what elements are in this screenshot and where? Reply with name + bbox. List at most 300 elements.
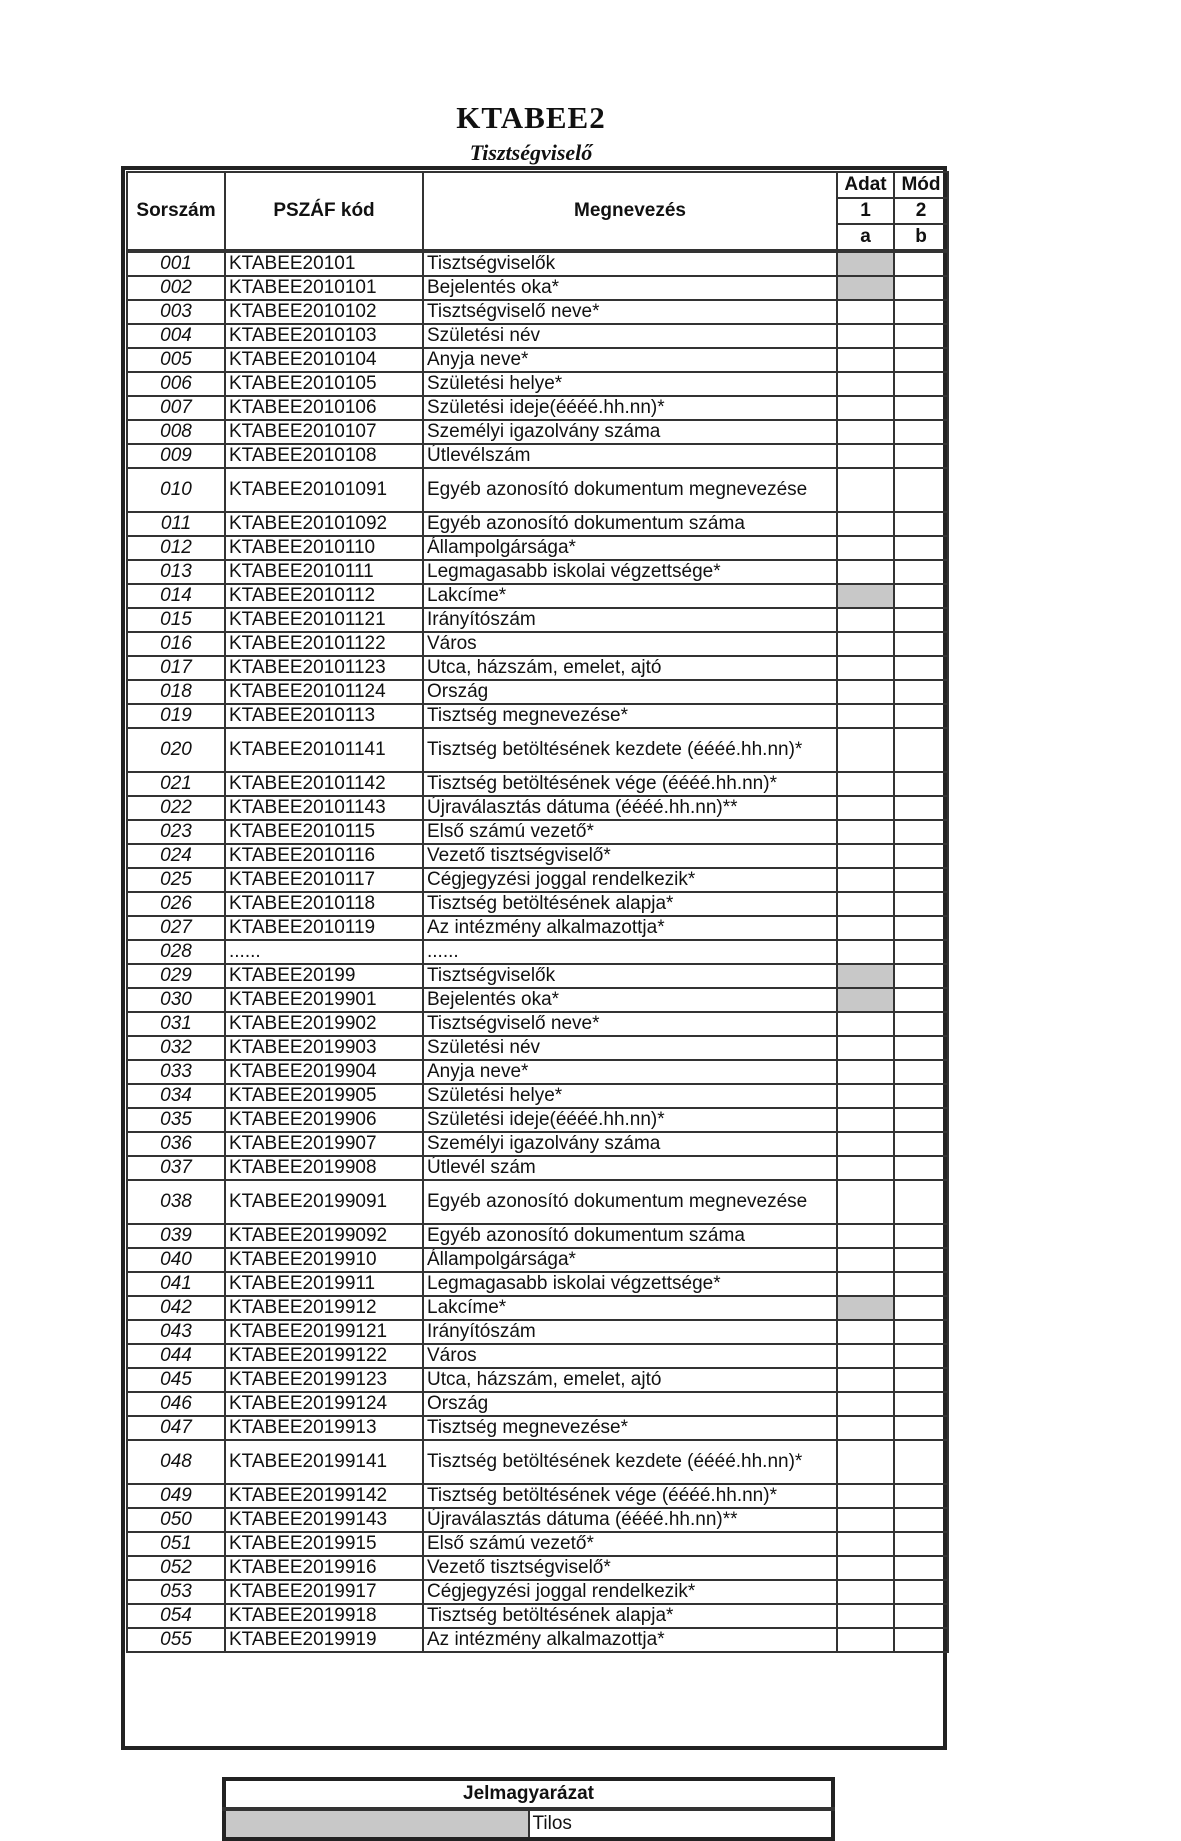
row-megnevezes: Tisztségviselők — [423, 251, 837, 276]
row-pszaf-kod: KTABEE2010118 — [225, 892, 423, 916]
table-row — [127, 536, 948, 560]
row-megnevezes: Bejelentés oka* — [423, 988, 837, 1012]
row-adat-cell — [837, 844, 894, 868]
row-sorszam: 042 — [127, 1296, 225, 1320]
table-row — [127, 1604, 948, 1628]
row-sorszam: 007 — [127, 396, 225, 420]
row-mod-cell — [894, 1368, 948, 1392]
row-mod-cell — [894, 892, 948, 916]
row-adat-cell — [837, 1248, 894, 1272]
table-row — [127, 1224, 948, 1248]
table-row — [127, 988, 948, 1012]
row-sorszam: 039 — [127, 1224, 225, 1248]
row-pszaf-kod: KTABEE20101122 — [225, 632, 423, 656]
row-adat-cell — [837, 536, 894, 560]
row-pszaf-kod: KTABEE2019903 — [225, 1036, 423, 1060]
row-mod-cell — [894, 396, 948, 420]
row-pszaf-kod: KTABEE2019907 — [225, 1132, 423, 1156]
row-pszaf-kod: KTABEE2010101 — [225, 276, 423, 300]
table-row — [127, 796, 948, 820]
row-mod-cell — [894, 1628, 948, 1652]
table-row — [127, 1416, 948, 1440]
row-megnevezes: Lakcíme* — [423, 1296, 837, 1320]
row-pszaf-kod: KTABEE2019916 — [225, 1556, 423, 1580]
row-adat-cell — [837, 512, 894, 536]
table-row — [127, 444, 948, 468]
row-adat-cell — [837, 372, 894, 396]
row-megnevezes: Utca, házszám, emelet, ajtó — [423, 656, 837, 680]
row-mod-cell — [894, 1532, 948, 1556]
row-sorszam: 028 — [127, 940, 225, 964]
row-pszaf-kod: KTABEE20101121 — [225, 608, 423, 632]
row-pszaf-kod: KTABEE2010103 — [225, 324, 423, 348]
row-pszaf-kod: KTABEE2019919 — [225, 1628, 423, 1652]
row-adat-cell — [837, 796, 894, 820]
row-megnevezes: Utca, házszám, emelet, ajtó — [423, 1368, 837, 1392]
table-row — [127, 1344, 948, 1368]
row-pszaf-kod: KTABEE20101 — [225, 251, 423, 276]
row-megnevezes: Első számú vezető* — [423, 820, 837, 844]
row-adat-cell — [837, 420, 894, 444]
row-adat-cell — [837, 1296, 894, 1320]
legend-swatch — [224, 1809, 529, 1839]
row-sorszam: 023 — [127, 820, 225, 844]
row-megnevezes: Egyéb azonosító dokumentum száma — [423, 1224, 837, 1248]
row-adat-cell — [837, 1392, 894, 1416]
row-mod-cell — [894, 680, 948, 704]
row-sorszam: 008 — [127, 420, 225, 444]
row-megnevezes: Az intézmény alkalmazottja* — [423, 916, 837, 940]
row-sorszam: 024 — [127, 844, 225, 868]
row-sorszam: 048 — [127, 1440, 225, 1484]
row-sorszam: 018 — [127, 680, 225, 704]
table-row — [127, 1108, 948, 1132]
row-megnevezes: Anyja neve* — [423, 1060, 837, 1084]
row-megnevezes: Egyéb azonosító dokumentum megnevezése — [423, 468, 837, 512]
row-adat-cell — [837, 1060, 894, 1084]
row-megnevezes: Ország — [423, 1392, 837, 1416]
row-mod-cell — [894, 632, 948, 656]
legend-item-label: Tilos — [529, 1809, 834, 1839]
table-row — [127, 632, 948, 656]
row-megnevezes: Születési helye* — [423, 372, 837, 396]
row-mod-cell — [894, 1132, 948, 1156]
row-megnevezes: Tisztség betöltésének alapja* — [423, 892, 837, 916]
row-pszaf-kod: KTABEE20101143 — [225, 796, 423, 820]
row-megnevezes: Személyi igazolvány száma — [423, 420, 837, 444]
row-mod-cell — [894, 772, 948, 796]
row-adat-cell — [837, 1156, 894, 1180]
row-adat-cell — [837, 868, 894, 892]
row-megnevezes: Vezető tisztségviselő* — [423, 844, 837, 868]
row-pszaf-kod: KTABEE20101091 — [225, 468, 423, 512]
table-row — [127, 251, 948, 276]
row-mod-cell — [894, 1296, 948, 1320]
row-mod-cell — [894, 536, 948, 560]
row-megnevezes: Irányítószám — [423, 1320, 837, 1344]
row-adat-cell — [837, 1484, 894, 1508]
row-megnevezes: Anyja neve* — [423, 348, 837, 372]
row-sorszam: 002 — [127, 276, 225, 300]
page-subtitle: Tisztségviselő — [469, 140, 593, 165]
row-pszaf-kod: KTABEE20199121 — [225, 1320, 423, 1344]
row-sorszam: 014 — [127, 584, 225, 608]
row-megnevezes: Tisztség megnevezése* — [423, 704, 837, 728]
header-sorszam: Sorszám — [127, 172, 225, 251]
row-mod-cell — [894, 1012, 948, 1036]
row-mod-cell — [894, 1344, 948, 1368]
row-pszaf-kod: ...... — [225, 940, 423, 964]
table-row — [127, 1180, 948, 1224]
table-row — [127, 772, 948, 796]
row-pszaf-kod: KTABEE2019905 — [225, 1084, 423, 1108]
row-adat-cell — [837, 1368, 894, 1392]
header-mod-letter: b — [894, 224, 948, 251]
row-sorszam: 044 — [127, 1344, 225, 1368]
row-mod-cell — [894, 728, 948, 772]
row-mod-cell — [894, 796, 948, 820]
row-megnevezes: Tisztség betöltésének alapja* — [423, 1604, 837, 1628]
row-mod-cell — [894, 560, 948, 584]
row-megnevezes: Cégjegyzési joggal rendelkezik* — [423, 1580, 837, 1604]
row-megnevezes: Az intézmény alkalmazottja* — [423, 1628, 837, 1652]
data-table — [126, 171, 949, 1653]
row-sorszam: 050 — [127, 1508, 225, 1532]
table-row — [127, 1132, 948, 1156]
row-pszaf-kod: KTABEE20199091 — [225, 1180, 423, 1224]
table-row — [127, 1368, 948, 1392]
table-row — [127, 396, 948, 420]
row-megnevezes: Első számú vezető* — [423, 1532, 837, 1556]
row-adat-cell — [837, 1604, 894, 1628]
row-adat-cell — [837, 1416, 894, 1440]
header-mod: Mód — [894, 172, 948, 198]
row-adat-cell — [837, 1320, 894, 1344]
row-sorszam: 029 — [127, 964, 225, 988]
header-megnevezes: Megnevezés — [423, 172, 837, 251]
row-pszaf-kod: KTABEE2019904 — [225, 1060, 423, 1084]
row-adat-cell — [837, 1628, 894, 1652]
row-adat-cell — [837, 1012, 894, 1036]
table-row — [127, 868, 948, 892]
row-megnevezes: Egyéb azonosító dokumentum megnevezése — [423, 1180, 837, 1224]
row-sorszam: 030 — [127, 988, 225, 1012]
row-adat-cell — [837, 348, 894, 372]
table-row — [127, 372, 948, 396]
row-sorszam: 054 — [127, 1604, 225, 1628]
row-megnevezes: Ország — [423, 680, 837, 704]
row-megnevezes: Állampolgársága* — [423, 536, 837, 560]
table-row — [127, 1556, 948, 1580]
row-adat-cell — [837, 820, 894, 844]
table-row — [127, 1440, 948, 1484]
table-row — [127, 1508, 948, 1532]
row-adat-cell — [837, 300, 894, 324]
row-adat-cell — [837, 324, 894, 348]
row-adat-cell — [837, 916, 894, 940]
row-mod-cell — [894, 1036, 948, 1060]
table-row — [127, 680, 948, 704]
row-megnevezes: Születési név — [423, 324, 837, 348]
row-pszaf-kod: KTABEE2010112 — [225, 584, 423, 608]
table-row — [127, 656, 948, 680]
table-row — [127, 1580, 948, 1604]
legend-title: Jelmagyarázat — [224, 1779, 833, 1809]
row-pszaf-kod: KTABEE20199142 — [225, 1484, 423, 1508]
row-sorszam: 005 — [127, 348, 225, 372]
row-adat-cell — [837, 704, 894, 728]
row-sorszam: 019 — [127, 704, 225, 728]
row-adat-cell — [837, 560, 894, 584]
row-pszaf-kod: KTABEE2010119 — [225, 916, 423, 940]
row-adat-cell — [837, 892, 894, 916]
row-megnevezes: Egyéb azonosító dokumentum száma — [423, 512, 837, 536]
row-sorszam: 001 — [127, 251, 225, 276]
row-pszaf-kod: KTABEE2010108 — [225, 444, 423, 468]
row-pszaf-kod: KTABEE2019913 — [225, 1416, 423, 1440]
row-megnevezes: Tisztség betöltésének vége (éééé.hh.nn)* — [423, 1484, 837, 1508]
row-sorszam: 004 — [127, 324, 225, 348]
row-pszaf-kod: KTABEE2019912 — [225, 1296, 423, 1320]
row-pszaf-kod: KTABEE2019901 — [225, 988, 423, 1012]
table-row — [127, 1012, 948, 1036]
legend-table — [222, 1777, 835, 1841]
row-sorszam: 009 — [127, 444, 225, 468]
row-mod-cell — [894, 656, 948, 680]
row-megnevezes: Bejelentés oka* — [423, 276, 837, 300]
row-adat-cell — [837, 584, 894, 608]
row-adat-cell — [837, 276, 894, 300]
row-mod-cell — [894, 1580, 948, 1604]
row-sorszam: 025 — [127, 868, 225, 892]
row-megnevezes: Útlevél szám — [423, 1156, 837, 1180]
table-row — [127, 468, 948, 512]
row-pszaf-kod: KTABEE2019917 — [225, 1580, 423, 1604]
row-mod-cell — [894, 1180, 948, 1224]
row-megnevezes: Személyi igazolvány száma — [423, 1132, 837, 1156]
row-sorszam: 010 — [127, 468, 225, 512]
row-adat-cell — [837, 1180, 894, 1224]
row-mod-cell — [894, 1392, 948, 1416]
row-megnevezes: Vezető tisztségviselő* — [423, 1556, 837, 1580]
row-megnevezes: ...... — [423, 940, 837, 964]
row-mod-cell — [894, 512, 948, 536]
row-adat-cell — [837, 396, 894, 420]
row-megnevezes: Város — [423, 1344, 837, 1368]
row-mod-cell — [894, 988, 948, 1012]
table-row — [127, 1532, 948, 1556]
row-mod-cell — [894, 324, 948, 348]
row-mod-cell — [894, 608, 948, 632]
row-sorszam: 036 — [127, 1132, 225, 1156]
table-row — [127, 1392, 948, 1416]
row-megnevezes: Tisztségviselő neve* — [423, 300, 837, 324]
row-sorszam: 037 — [127, 1156, 225, 1180]
header-mod-num: 2 — [894, 198, 948, 224]
row-sorszam: 027 — [127, 916, 225, 940]
table-row — [127, 1084, 948, 1108]
table-row — [127, 560, 948, 584]
row-pszaf-kod: KTABEE2010113 — [225, 704, 423, 728]
row-mod-cell — [894, 964, 948, 988]
row-mod-cell — [894, 348, 948, 372]
table-row — [127, 512, 948, 536]
table-row — [127, 1628, 948, 1652]
table-row — [127, 584, 948, 608]
row-pszaf-kod: KTABEE20199143 — [225, 1508, 423, 1532]
row-adat-cell — [837, 1132, 894, 1156]
row-pszaf-kod: KTABEE2019910 — [225, 1248, 423, 1272]
table-row — [127, 420, 948, 444]
row-adat-cell — [837, 964, 894, 988]
row-sorszam: 051 — [127, 1532, 225, 1556]
row-mod-cell — [894, 1108, 948, 1132]
row-pszaf-kod: KTABEE20101123 — [225, 656, 423, 680]
row-mod-cell — [894, 584, 948, 608]
row-mod-cell — [894, 444, 948, 468]
row-megnevezes: Legmagasabb iskolai végzettsége* — [423, 1272, 837, 1296]
row-adat-cell — [837, 1532, 894, 1556]
row-sorszam: 040 — [127, 1248, 225, 1272]
row-adat-cell — [837, 251, 894, 276]
row-adat-cell — [837, 1272, 894, 1296]
row-sorszam: 034 — [127, 1084, 225, 1108]
row-adat-cell — [837, 1108, 894, 1132]
row-megnevezes: Tisztségviselő neve* — [423, 1012, 837, 1036]
row-sorszam: 033 — [127, 1060, 225, 1084]
header-adat-letter: a — [837, 224, 894, 251]
row-sorszam: 021 — [127, 772, 225, 796]
row-pszaf-kod: KTABEE20199123 — [225, 1368, 423, 1392]
table-row — [127, 1296, 948, 1320]
row-sorszam: 026 — [127, 892, 225, 916]
row-mod-cell — [894, 1484, 948, 1508]
row-mod-cell — [894, 1084, 948, 1108]
row-pszaf-kod: KTABEE2010107 — [225, 420, 423, 444]
row-mod-cell — [894, 1156, 948, 1180]
table-row — [127, 820, 948, 844]
row-mod-cell — [894, 1440, 948, 1484]
table-row — [127, 348, 948, 372]
row-adat-cell — [837, 1084, 894, 1108]
row-megnevezes: Születési helye* — [423, 1084, 837, 1108]
row-adat-cell — [837, 632, 894, 656]
header-adat-num: 1 — [837, 198, 894, 224]
row-adat-cell — [837, 728, 894, 772]
row-sorszam: 012 — [127, 536, 225, 560]
table-row — [127, 1484, 948, 1508]
table-row — [127, 324, 948, 348]
row-adat-cell — [837, 680, 894, 704]
row-megnevezes: Város — [423, 632, 837, 656]
table-row — [127, 1320, 948, 1344]
table-row — [127, 704, 948, 728]
table-row — [127, 728, 948, 772]
row-adat-cell — [837, 1508, 894, 1532]
row-megnevezes: Születési név — [423, 1036, 837, 1060]
row-mod-cell — [894, 916, 948, 940]
row-sorszam: 013 — [127, 560, 225, 584]
row-sorszam: 006 — [127, 372, 225, 396]
row-mod-cell — [894, 1508, 948, 1532]
row-sorszam: 020 — [127, 728, 225, 772]
row-sorszam: 022 — [127, 796, 225, 820]
row-pszaf-kod: KTABEE2010115 — [225, 820, 423, 844]
row-mod-cell — [894, 844, 948, 868]
row-mod-cell — [894, 1248, 948, 1272]
row-sorszam: 046 — [127, 1392, 225, 1416]
row-megnevezes: Születési ideje(éééé.hh.nn)* — [423, 1108, 837, 1132]
row-sorszam: 055 — [127, 1628, 225, 1652]
row-pszaf-kod: KTABEE20199092 — [225, 1224, 423, 1248]
row-mod-cell — [894, 276, 948, 300]
row-pszaf-kod: KTABEE2019911 — [225, 1272, 423, 1296]
page-title: KTABEE2 — [456, 100, 606, 135]
header-adat: Adat — [837, 172, 894, 198]
row-sorszam: 041 — [127, 1272, 225, 1296]
row-pszaf-kod: KTABEE20101092 — [225, 512, 423, 536]
row-pszaf-kod: KTABEE2010106 — [225, 396, 423, 420]
table-row — [127, 844, 948, 868]
row-sorszam: 003 — [127, 300, 225, 324]
row-adat-cell — [837, 940, 894, 964]
row-megnevezes: Útlevélszám — [423, 444, 837, 468]
row-sorszam: 011 — [127, 512, 225, 536]
row-adat-cell — [837, 988, 894, 1012]
row-pszaf-kod: KTABEE2019918 — [225, 1604, 423, 1628]
row-mod-cell — [894, 251, 948, 276]
row-mod-cell — [894, 868, 948, 892]
row-adat-cell — [837, 656, 894, 680]
row-pszaf-kod: KTABEE2010104 — [225, 348, 423, 372]
table-row — [127, 1272, 948, 1296]
row-adat-cell — [837, 772, 894, 796]
row-megnevezes: Lakcíme* — [423, 584, 837, 608]
row-sorszam: 043 — [127, 1320, 225, 1344]
table-row — [127, 1060, 948, 1084]
row-sorszam: 045 — [127, 1368, 225, 1392]
row-megnevezes: Irányítószám — [423, 608, 837, 632]
row-sorszam: 032 — [127, 1036, 225, 1060]
table-row — [127, 608, 948, 632]
row-pszaf-kod: KTABEE20101141 — [225, 728, 423, 772]
row-adat-cell — [837, 1440, 894, 1484]
row-adat-cell — [837, 444, 894, 468]
row-pszaf-kod: KTABEE2019902 — [225, 1012, 423, 1036]
row-pszaf-kod: KTABEE20199124 — [225, 1392, 423, 1416]
row-pszaf-kod: KTABEE2010116 — [225, 844, 423, 868]
row-pszaf-kod: KTABEE20199122 — [225, 1344, 423, 1368]
row-mod-cell — [894, 1416, 948, 1440]
row-mod-cell — [894, 1060, 948, 1084]
row-pszaf-kod: KTABEE2010102 — [225, 300, 423, 324]
row-sorszam: 053 — [127, 1580, 225, 1604]
row-mod-cell — [894, 420, 948, 444]
row-sorszam: 015 — [127, 608, 225, 632]
row-megnevezes: Újraválasztás dátuma (éééé.hh.nn)** — [423, 1508, 837, 1532]
table-row — [127, 276, 948, 300]
row-adat-cell — [837, 1224, 894, 1248]
row-mod-cell — [894, 1224, 948, 1248]
row-mod-cell — [894, 468, 948, 512]
row-megnevezes: Legmagasabb iskolai végzettsége* — [423, 560, 837, 584]
row-pszaf-kod: KTABEE2019906 — [225, 1108, 423, 1132]
row-pszaf-kod: KTABEE2010117 — [225, 868, 423, 892]
row-sorszam: 035 — [127, 1108, 225, 1132]
row-sorszam: 017 — [127, 656, 225, 680]
row-megnevezes: Tisztség betöltésének vége (éééé.hh.nn)* — [423, 772, 837, 796]
row-megnevezes: Cégjegyzési joggal rendelkezik* — [423, 868, 837, 892]
